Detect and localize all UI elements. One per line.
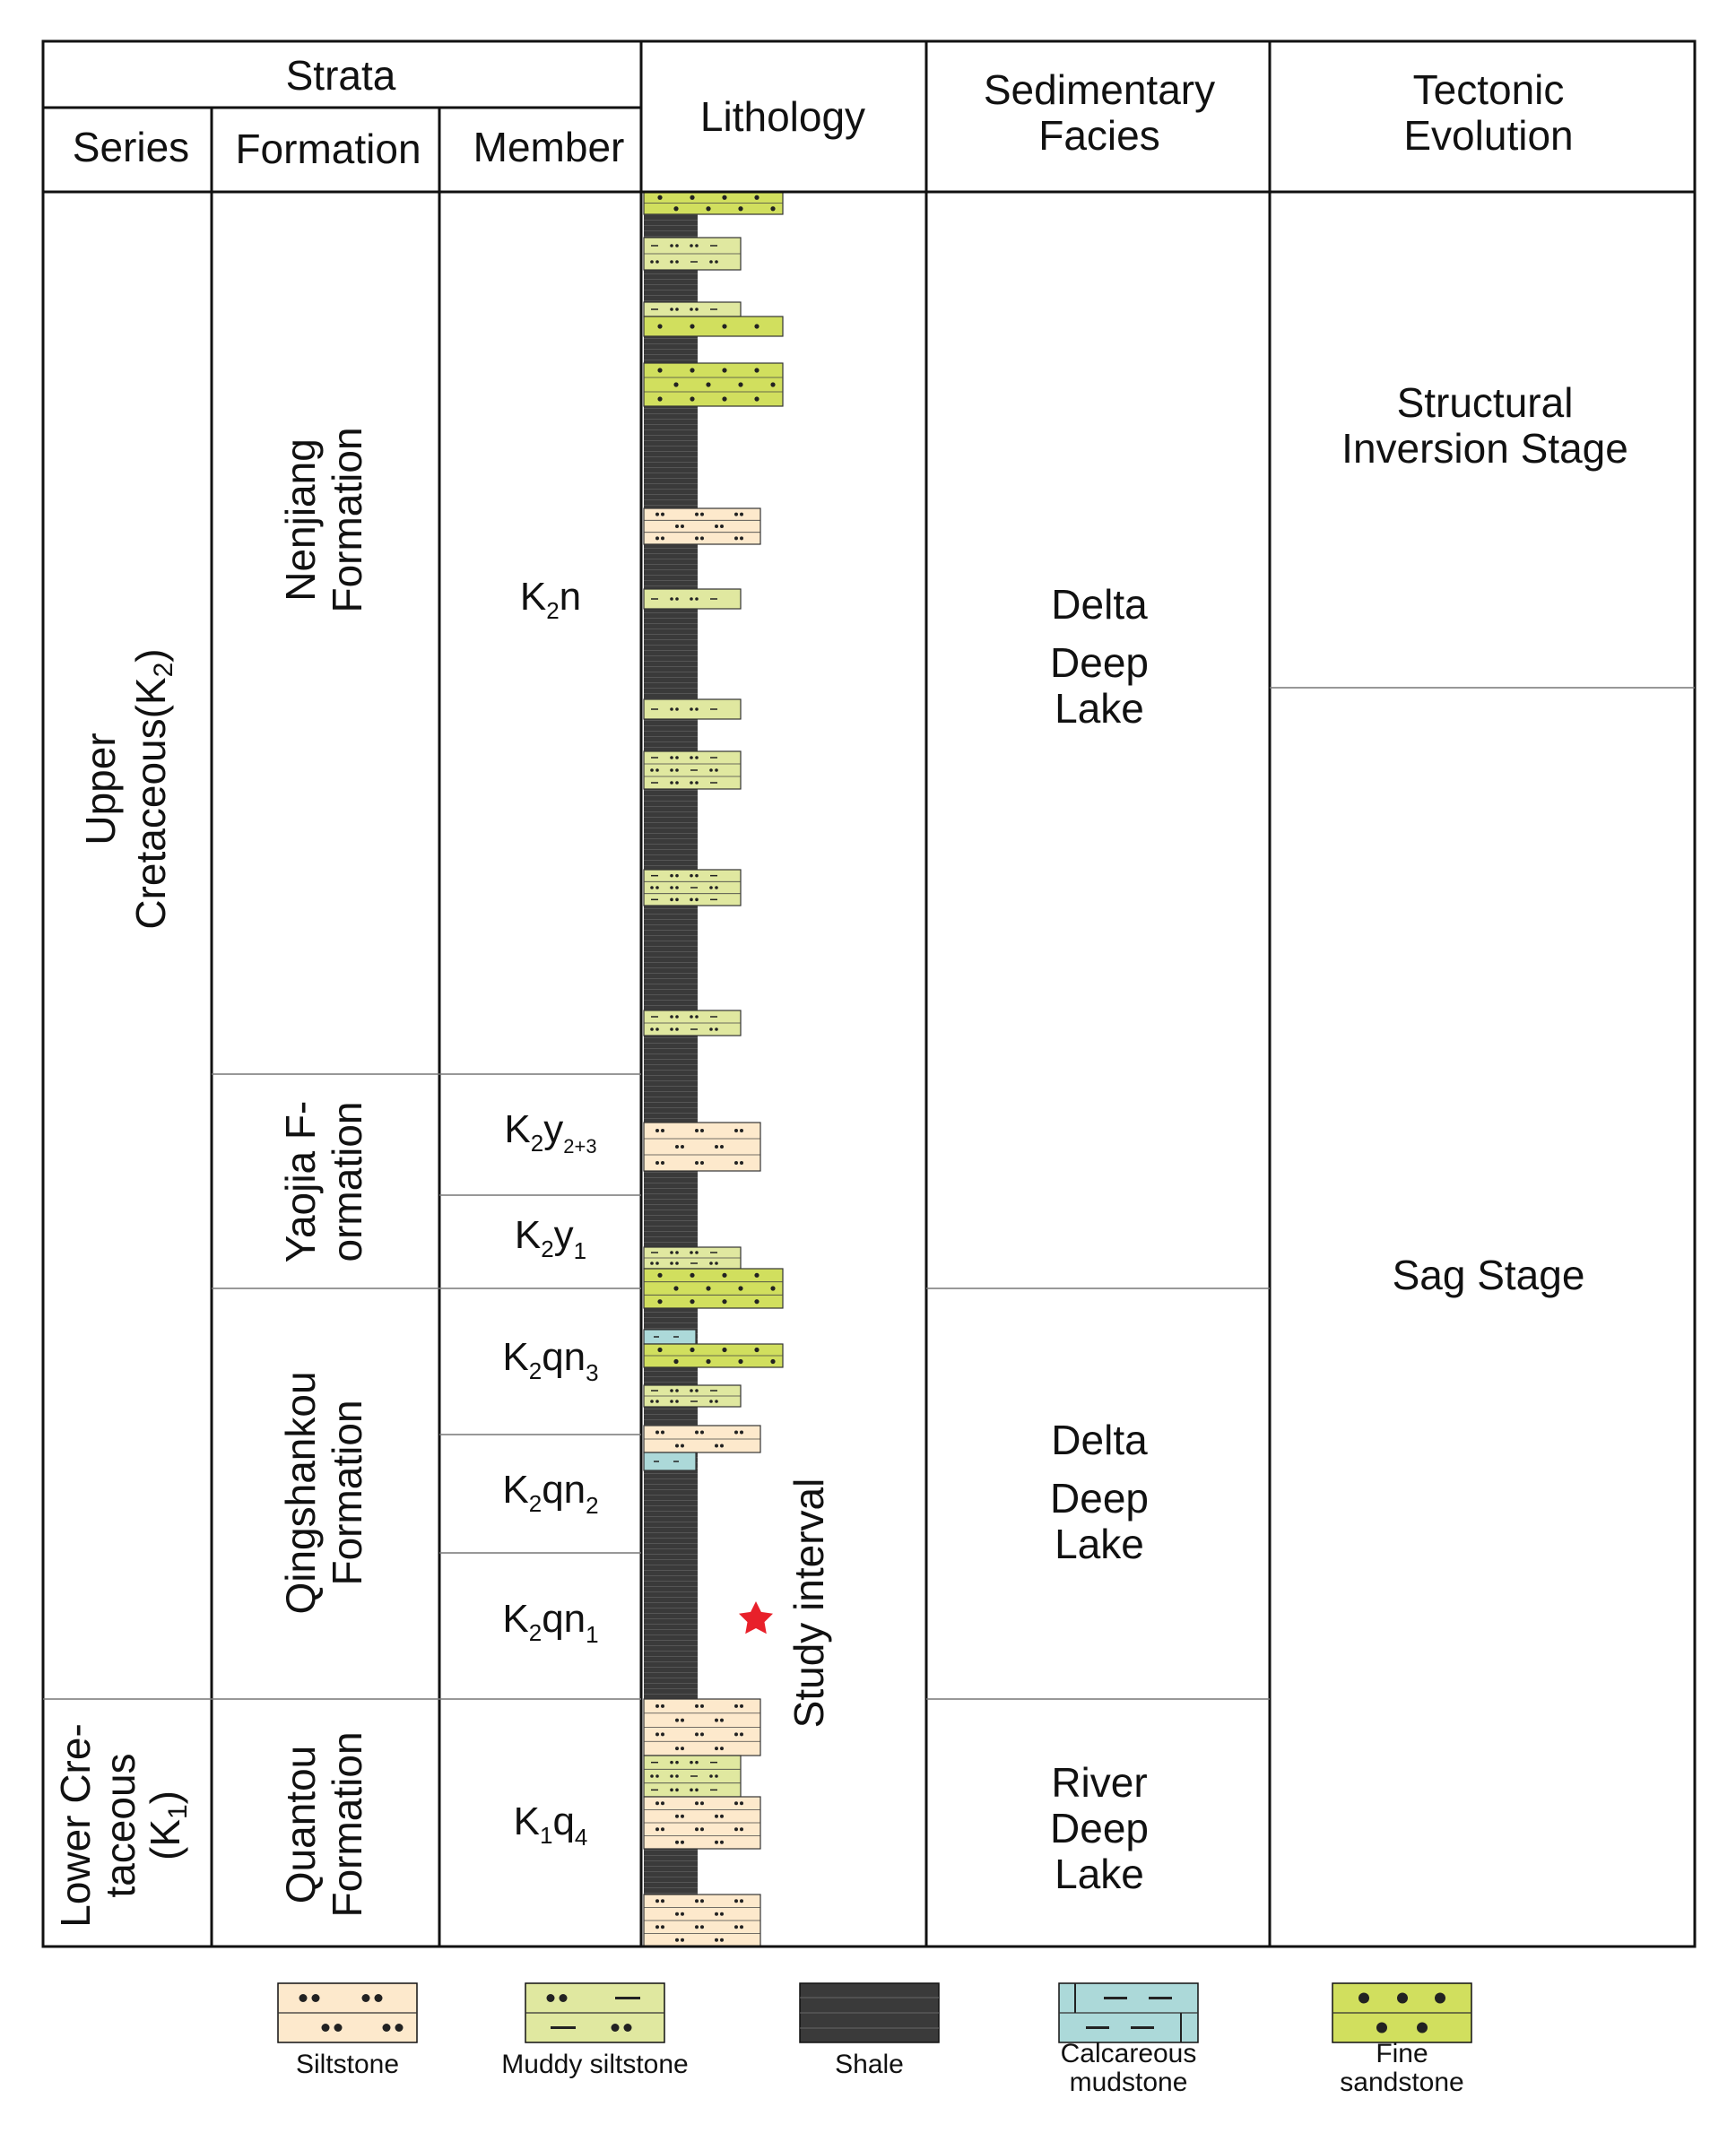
member-k2qn1: $K_2qn_1$ [502,1597,599,1648]
svg-text:Structural: Structural [1396,379,1574,426]
formation-nenjiang [277,427,370,612]
lithology-layer-fine [644,1344,783,1367]
lithology-column [644,192,783,1947]
lithology-layer-siltstone [644,1426,760,1452]
shale-background [644,192,698,1947]
lithology-layer-muddy [644,1385,741,1407]
table-border [43,41,1695,1947]
legend-swatch-fine [1332,1983,1471,2042]
series-lower-cretaceous [52,1723,193,1928]
svg-text:River: River [1051,1759,1148,1806]
member-k2y1: $K_2y_1$ [514,1213,587,1264]
tectonic-header-line2: Evolution [1403,112,1574,159]
legend-label-shale: Shale [835,2050,904,2079]
lithology-layer-siltstone [644,1699,760,1756]
formation-quantou [277,1731,370,1917]
member-k2qn2: $K_2qn_2$ [502,1468,599,1519]
tectonic-upper [1341,379,1628,472]
lithology-layer-muddy [644,302,741,316]
facies-lower [1050,1759,1149,1897]
legend-label-siltstone: Siltstone [295,2050,400,2079]
formation-qingshankou [277,1371,370,1614]
svg-text:Inversion Stage: Inversion Stage [1341,425,1628,472]
legend-label-calc-1: mudstone [1069,2068,1188,2097]
lithology-layer-fine [644,363,783,406]
legend-swatch-muddy [525,1983,664,2042]
lithology-layer-siltstone [644,508,760,544]
svg-text:Nenjiang: Nenjiang [277,438,324,602]
svg-text:ormation: ormation [324,1101,370,1262]
svg-text:Deep: Deep [1050,1475,1149,1522]
legend-item-calc [1059,1983,1198,2097]
series-header: Series [72,124,190,170]
lithology-layer-muddy [644,751,741,789]
svg-text:Yaojia F-: Yaojia F- [277,1100,324,1263]
lithology-layer-muddy [644,699,741,719]
legend-swatch-shale [800,1983,939,2042]
svg-text:Lake: Lake [1055,685,1144,732]
member-k2qn3: $K_2qn_3$ [502,1335,599,1386]
lithology-layer-muddy [644,238,741,270]
facies-header-line1: Sedimentary [983,66,1216,113]
legend-item-siltstone [278,1983,417,2079]
legend-item-muddy [501,1983,688,2079]
series-lower-line1: Lower Cre- [52,1723,99,1928]
lithology-layer-siltstone [644,1797,760,1849]
lithology-layer-calc [644,1330,696,1344]
legend-item-shale [800,1983,939,2079]
strata-header: Strata [285,52,396,99]
lithology-layer-fine [644,192,783,214]
legend-label-fine: Fine [1376,2039,1428,2068]
lithology-layer-fine [644,1269,783,1308]
lithology-layer-siltstone [644,1123,760,1171]
lithology-layer-siltstone [644,1895,760,1947]
legend-item-fine [1332,1983,1471,2097]
svg-text:Qingshankou: Qingshankou [277,1371,324,1615]
svg-text:Quantou: Quantou [277,1745,324,1904]
series-upper-cretaceous [77,648,178,929]
lithology-layer-muddy [644,1756,741,1797]
series-upper-line1: Upper [77,733,124,845]
svg-text:Deep: Deep [1050,1805,1149,1851]
legend [278,1983,1471,2097]
facies-header-line2: Facies [1038,112,1160,159]
legend-label-muddy: Muddy siltstone [501,2050,689,2079]
legend-swatch-siltstone [278,1983,417,2042]
lithology-layer-muddy [644,1247,741,1269]
member-k1q4: $K_1q_4$ [513,1799,588,1851]
table-grid [43,41,1695,1947]
lithology-layer-muddy [644,589,741,609]
study-interval-star-icon [739,1601,773,1634]
facies-upper [1050,581,1149,732]
svg-text:Delta: Delta [1051,581,1148,628]
tectonic-header-line1: Tectonic [1412,66,1565,113]
svg-text:Deep: Deep [1050,639,1149,686]
series-lower-line3: (K1) [142,1790,193,1861]
lithology-layer-calc [644,1452,696,1470]
series-upper-line2: Cretaceous(K2) [127,648,178,930]
svg-text:Delta: Delta [1051,1417,1148,1463]
lithology-header: Lithology [699,93,866,140]
study-interval-label [786,1478,832,1729]
svg-text:Formation: Formation [324,1731,370,1918]
series-lower-line2: taceous [97,1753,143,1898]
svg-text:Study interval: Study interval [786,1478,832,1729]
lithology-layer-fine [644,316,783,336]
legend-swatch-calc [1059,1983,1198,2042]
tectonic-lower: Sag Stage [1392,1252,1585,1298]
svg-text:Lake: Lake [1055,1851,1144,1897]
lithology-layer-muddy [644,1010,741,1036]
facies-middle [1050,1417,1149,1567]
formation-yaojia [277,1101,370,1263]
svg-text:Lake: Lake [1055,1521,1144,1567]
legend-label-calc: Calcareous [1060,2039,1197,2068]
member-k2n: $K_2n$ [519,575,582,624]
formation-header: Formation [235,126,421,172]
lithology-layer-muddy [644,870,741,906]
legend-label-fine-1: sandstone [1340,2068,1464,2097]
svg-text:Formation: Formation [324,1400,370,1586]
member-k2y23: $K_2y_{2+3}$ [504,1107,597,1158]
svg-text:Formation: Formation [324,427,370,613]
member-header: Member [473,124,625,170]
